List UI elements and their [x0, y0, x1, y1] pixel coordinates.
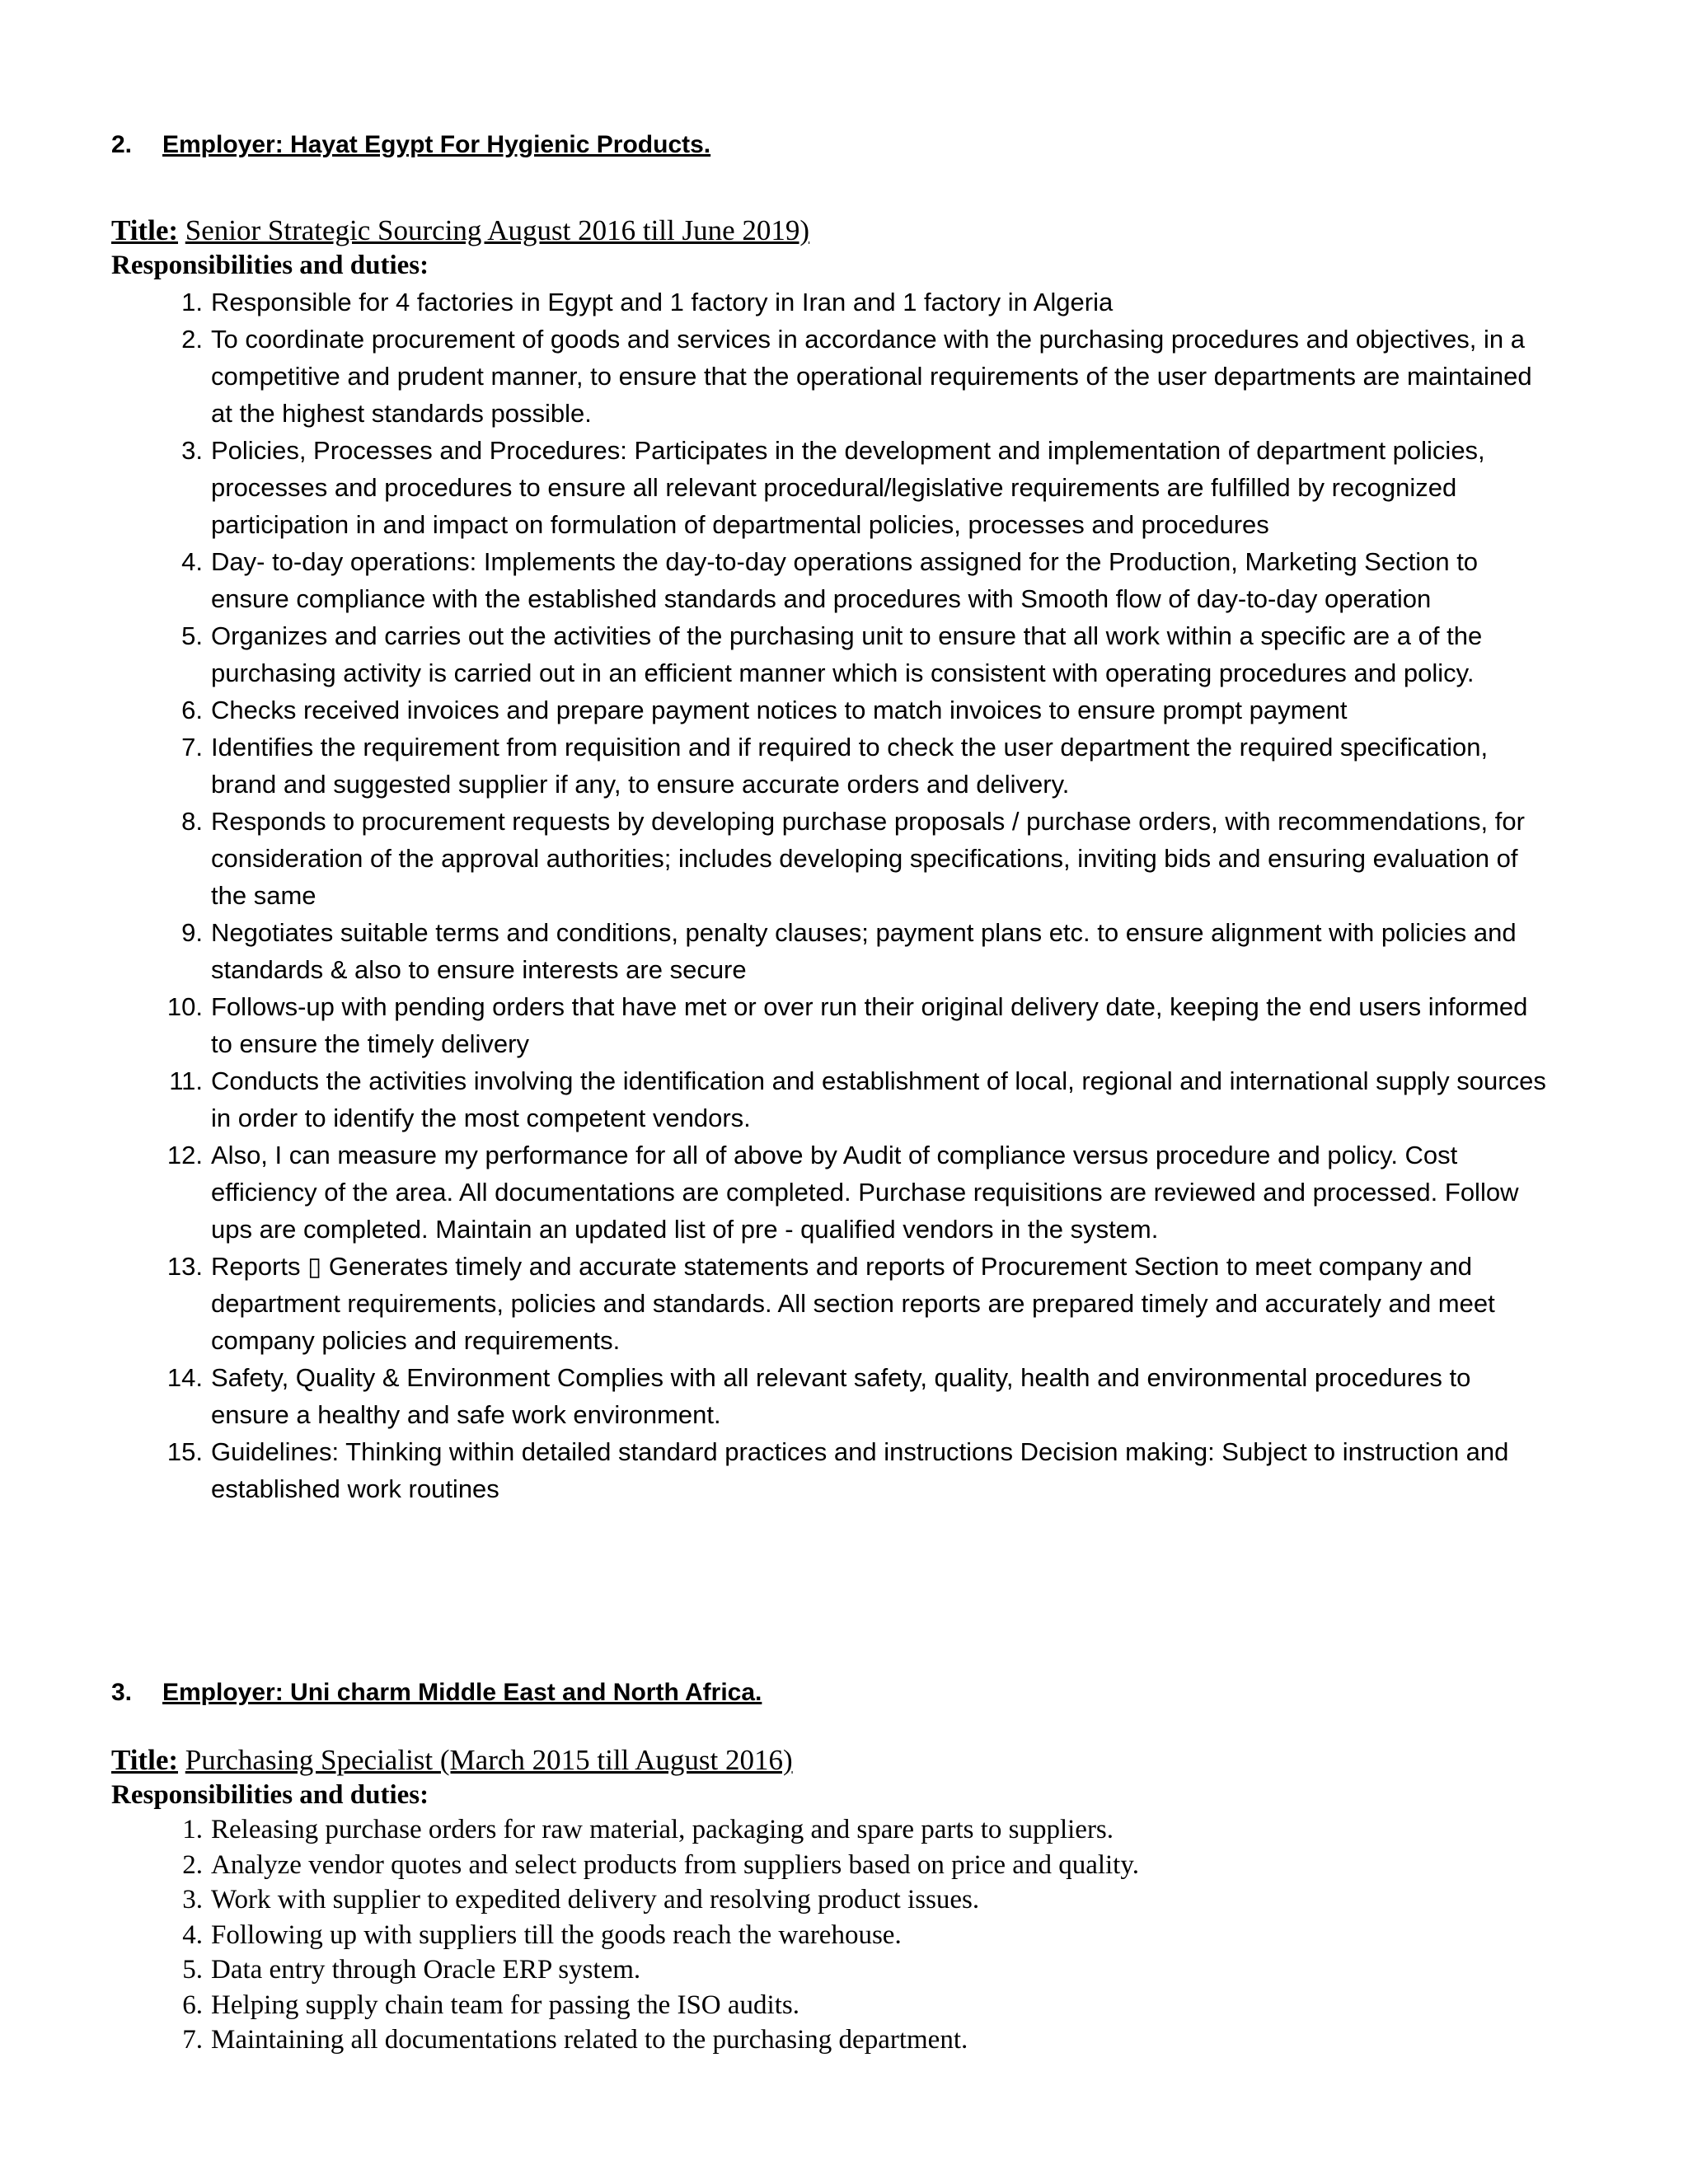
duty-number: 2. [181, 325, 203, 354]
duty-text: Data entry through Oracle ERP system. [211, 1955, 641, 1985]
duty-number: 9. [181, 918, 203, 947]
duty-item [169, 1062, 1554, 1137]
duty-number: 11. [169, 1066, 203, 1095]
duty-number: 14. [166, 1363, 203, 1392]
job-title-3 [111, 1742, 793, 1779]
duty-text: Conducts the activities involving the identification and establishment of local, regional and international supply sources in order to identify the most competent vendors. [211, 1066, 1546, 1132]
employer-heading-2 [111, 129, 710, 162]
duty-item [181, 691, 1554, 729]
duty-text: Also, I can measure my performance for all of above by Audit of compliance versus procedure and policy. Cost efficiency of the area. All documentations are completed. Purchase requisitions are reviewed and processed. Follow ups are completed. Maintain an updated list of pre - qualified vendors in the system. [211, 1141, 1519, 1244]
duty-item [181, 432, 1554, 543]
section-number: 3. [111, 1679, 133, 1706]
duty-number: 1. [182, 1815, 203, 1844]
duty-item [166, 1433, 1554, 1507]
duty-text: Helping supply chain team for passing the ISO audits. [211, 1990, 799, 2020]
duty-item [181, 543, 1554, 617]
duty-text: Policies, Processes and Procedures: Participates in the development and implementation of department policies, processes and procedures to ensure all relevant procedural/legislative requirements are fulfilled by recognized participation in and impact on formulation of departmental policies, processes and procedures [211, 436, 1485, 539]
duty-number: 3. [181, 436, 203, 465]
duties-list-3 [182, 1812, 1554, 2058]
duty-item [182, 1918, 1554, 1953]
duty-item [166, 988, 1554, 1062]
duty-text: Checks received invoices and prepare payment notices to match invoices to ensure prompt payment [211, 696, 1348, 724]
duty-number: 5. [181, 621, 203, 650]
duties-list-2 [166, 284, 1554, 1507]
duty-item [181, 914, 1554, 988]
duty-item [182, 1882, 1554, 1918]
title-value: Senior Strategic Sourcing August 2016 till June 2019) [185, 214, 810, 246]
duty-text: Maintaining all documentations related to the purchasing department. [211, 2025, 968, 2055]
duty-item [166, 1248, 1554, 1359]
duty-number: 6. [182, 1990, 203, 2020]
duty-item [182, 2022, 1554, 2058]
duty-item [182, 1848, 1554, 1883]
title-label: Title: [111, 214, 179, 246]
duty-number: 2. [182, 1849, 203, 1880]
duty-text: Releasing purchase orders for raw material, packaging and spare parts to suppliers. [211, 1815, 1114, 1844]
duty-item [181, 729, 1554, 803]
title-label: Title: [111, 1744, 179, 1776]
employer-heading-3 [111, 1676, 762, 1709]
duty-number: 3. [182, 1885, 203, 1915]
duty-item [182, 1988, 1554, 2023]
duty-text: Work with supplier to expedited delivery and resolving product issues. [211, 1885, 980, 1915]
duty-text: Identifies the requirement from requisition and if required to check the user department the required specification, brand and suggested supplier if any, to ensure accurate orders and delivery. [211, 733, 1489, 799]
responsibilities-label-3: Responsibilities and duties: [111, 1780, 429, 1810]
duty-number: 4. [182, 1919, 203, 1950]
duty-text: Following up with suppliers till the goods reach the warehouse. [211, 1919, 902, 1950]
duty-item [181, 321, 1554, 432]
duty-text: Responds to procurement requests by developing purchase proposals / purchase orders, with recommendations, for consideration of the approval authorities; includes developing specifications, inviting bids and ensuring evaluation of the same [211, 807, 1525, 910]
section-number: 2. [111, 131, 133, 158]
duty-number: 15. [166, 1437, 203, 1466]
duty-text: Safety, Quality & Environment Complies with all relevant safety, quality, health and environmental procedures to ensure a healthy and safe work environment. [211, 1363, 1471, 1429]
duty-number: 8. [181, 807, 203, 836]
duty-number: 5. [182, 1955, 203, 1985]
duty-number: 13. [166, 1252, 203, 1281]
duty-text: Responsible for 4 factories in Egypt and 1 factory in Iran and 1 factory in Algeria [211, 288, 1114, 316]
duty-number: 6. [181, 696, 203, 724]
duty-text: Guidelines: Thinking within detailed standard practices and instructions Decision making: Subject to instruction and established work routines [211, 1437, 1509, 1503]
duty-number: 12. [166, 1141, 203, 1169]
duty-text: To coordinate procurement of goods and services in accordance with the purchasing procedures and objectives, in a competitive and prudent manner, to ensure that the operational requirements of the user departments are maintained at the highest standards possible. [211, 325, 1532, 428]
duty-number: 7. [181, 733, 203, 762]
employer-name: Employer: Uni charm Middle East and North Africa. [162, 1679, 762, 1706]
duty-text: Follows-up with pending orders that have met or over run their original delivery date, keeping the end users informed to ensure the timely delivery [211, 992, 1528, 1058]
duty-number: 7. [182, 2025, 203, 2055]
duty-text: Negotiates suitable terms and conditions, penalty clauses; payment plans etc. to ensure alignment with policies and standards & also to ensure interests are secure [211, 918, 1517, 984]
duty-item [182, 1952, 1554, 1988]
duty-item [181, 617, 1554, 691]
title-value: Purchasing Specialist (March 2015 till August 2016) [185, 1744, 793, 1776]
duty-number: 4. [181, 547, 203, 576]
duty-item [166, 1359, 1554, 1433]
duty-text: Organizes and carries out the activities of the purchasing unit to ensure that all work within a specific are a of the purchasing activity is carried out in an efficient manner which is consistent with operating procedures and policy. [211, 621, 1483, 687]
duty-text: Reports ▯ Generates timely and accurate statements and reports of Procurement Section to meet company and department requirements, policies and standards. All section reports are prepared timely and accurately and meet company policies and requirements. [211, 1252, 1495, 1355]
duty-text: Day- to-day operations: Implements the day-to-day operations assigned for the Production, Marketing Section to ensure compliance with the established standards and procedures with Smooth flow of day-to-day operation [211, 547, 1479, 613]
responsibilities-label-2: Responsibilities and duties: [111, 251, 429, 280]
job-title-2 [111, 213, 809, 249]
duty-item [166, 1137, 1554, 1248]
duty-text: Analyze vendor quotes and select products from suppliers based on price and quality. [211, 1849, 1139, 1880]
employer-name: Employer: Hayat Egypt For Hygienic Products. [162, 131, 711, 158]
duty-item [182, 1812, 1554, 1848]
duty-item [181, 284, 1554, 321]
duty-item [181, 803, 1554, 914]
duty-number: 10. [166, 992, 203, 1021]
duty-number: 1. [181, 288, 203, 316]
